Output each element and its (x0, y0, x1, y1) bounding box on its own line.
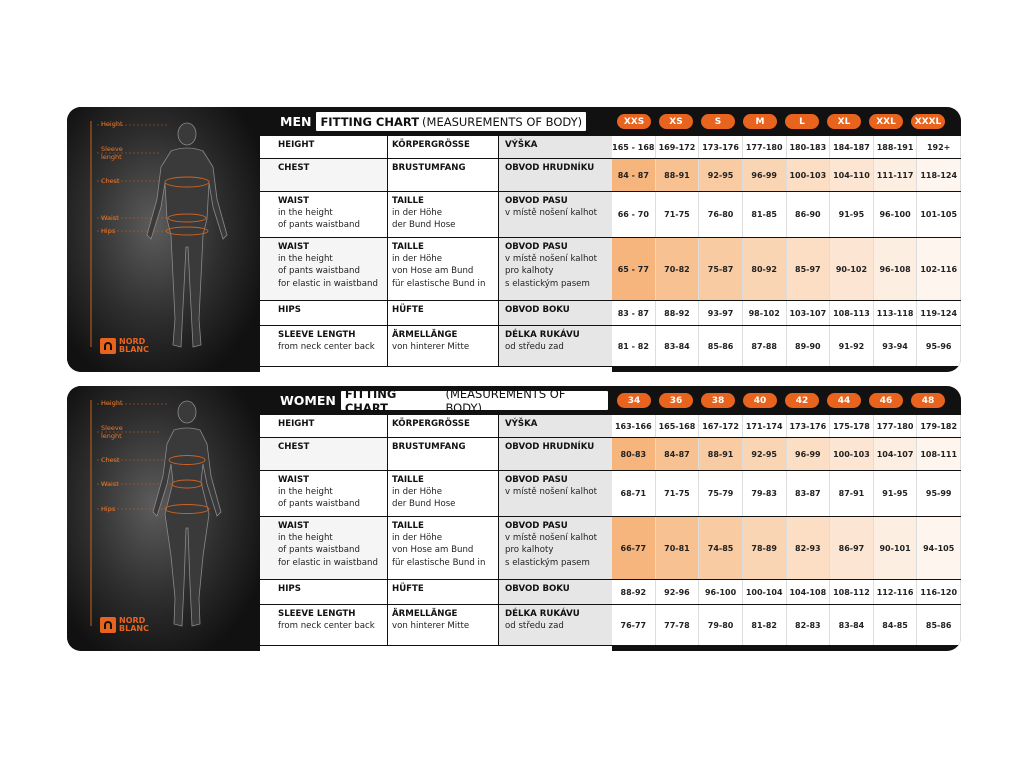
label-cz (499, 136, 612, 158)
label-row (260, 580, 612, 605)
size-pill: XXL (869, 114, 903, 129)
value-row (612, 136, 961, 159)
women-title-gender: WOMEN (280, 393, 336, 408)
label-cz-subtext: pro kalhoty (505, 545, 554, 556)
men-title-bar (260, 107, 612, 136)
label-en-heading: SLEEVE LENGTH (278, 330, 356, 340)
label-en-heading: WAIST (278, 521, 309, 531)
label-de-heading: HÜFTE (392, 584, 424, 594)
women-title-sub: (MEASUREMENTS OF BODY) (445, 386, 566, 415)
label-cz-subtext: od středu zad (505, 621, 564, 632)
label-cz-heading: OBVOD PASU (505, 475, 568, 485)
value-cell: 96-99 (743, 159, 787, 191)
label-en-heading: WAIST (278, 196, 309, 206)
size-pill: XXXL (911, 114, 945, 129)
label-de (388, 192, 499, 237)
men-sizes-table (612, 107, 961, 372)
label-hips: Hips (101, 227, 116, 235)
label-en-heading: SLEEVE LENGTH (278, 609, 356, 619)
value-cell: 96-100 (874, 192, 918, 237)
value-cell: 112-116 (874, 580, 918, 604)
label-en-subtext: of pants waistband (278, 220, 360, 231)
label-de-subtext: für elastische Bund in (392, 557, 486, 568)
label-cz-subtext: od středu zad (505, 342, 564, 353)
label-waist: Waist (101, 480, 119, 488)
label-row (260, 415, 612, 438)
label-cz (499, 471, 612, 516)
label-row (260, 471, 612, 517)
logo-line1: NORD (119, 337, 146, 346)
label-sleeve-length: lenght (101, 432, 122, 440)
label-de (388, 471, 499, 516)
value-cell: 82-93 (787, 517, 831, 579)
label-en-heading: HIPS (278, 584, 301, 594)
label-cz (499, 438, 612, 470)
value-cell: 86-97 (830, 517, 874, 579)
label-en (260, 159, 388, 191)
label-en-subtext: from neck center back (278, 342, 375, 353)
value-cell: 84 - 87 (612, 159, 656, 191)
label-cz-heading: OBVOD BOKU (505, 305, 570, 315)
men-body-figure (67, 107, 260, 372)
label-cz-heading: OBVOD HRUDNÍKU (505, 163, 595, 173)
label-de (388, 580, 499, 604)
label-sleeve: Sleeve (101, 424, 123, 432)
label-en (260, 136, 388, 158)
value-row (612, 438, 961, 471)
label-en (260, 415, 388, 437)
label-cz (499, 580, 612, 604)
size-pill: 34 (617, 393, 651, 408)
label-de-subtext: für elastische Bund in (392, 278, 486, 289)
label-en-subtext: for elastic in waistband (278, 278, 378, 289)
value-cell: 173-176 (787, 415, 831, 437)
label-de-subtext: von hinterer Mitte (392, 342, 470, 353)
label-en (260, 471, 388, 516)
value-cell: 90-101 (874, 517, 918, 579)
label-cz-subtext: v místě nošení kalhot (505, 487, 598, 498)
label-de (388, 605, 499, 645)
value-cell: 100-104 (743, 580, 787, 604)
label-cz-heading: DÉLKA RUKÁVU (505, 330, 580, 340)
size-pill: XS (659, 114, 693, 129)
women-title-main: FITTING CHART (344, 386, 397, 415)
logo-line2: BLANC (119, 345, 149, 354)
size-pill: 36 (659, 393, 693, 408)
value-cell: 79-80 (699, 605, 743, 645)
value-cell: 80-92 (743, 238, 787, 300)
value-cell: 92-95 (699, 159, 743, 191)
label-en-subtext: of pants waistband (278, 499, 360, 510)
label-row (260, 326, 612, 367)
women-title-bar (260, 386, 612, 415)
label-en-heading: HEIGHT (278, 140, 315, 150)
value-cell: 165 - 168 (612, 136, 656, 158)
value-cell: 78-89 (743, 517, 787, 579)
label-en-heading: WAIST (278, 242, 309, 252)
value-cell: 92-95 (743, 438, 787, 470)
value-cell: 88-91 (699, 438, 743, 470)
label-cz-subtext: v místě nošení kalhot (505, 254, 598, 265)
value-cell: 75-79 (699, 471, 743, 516)
label-de-heading: KÖRPERGRÖSSE (392, 140, 470, 150)
label-de-subtext: der Bund Hose (392, 499, 456, 510)
label-en (260, 301, 388, 325)
value-cell: 104-107 (874, 438, 918, 470)
value-cell: 83-87 (787, 471, 831, 516)
label-en-subtext: in the height (278, 533, 333, 544)
label-en (260, 605, 388, 645)
value-cell: 68-71 (612, 471, 656, 516)
label-row (260, 605, 612, 646)
label-de-subtext: in der Höhe (392, 533, 443, 544)
label-de (388, 438, 499, 470)
label-en-subtext: for elastic in waistband (278, 557, 378, 568)
label-row (260, 301, 612, 326)
value-cell: 104-110 (830, 159, 874, 191)
men-title-main: FITTING CHART (320, 114, 420, 129)
value-cell: 175-178 (830, 415, 874, 437)
label-de-subtext: von Hose am Bund (392, 266, 474, 277)
label-de-heading: ÄRMELLÄNGE (392, 330, 458, 340)
label-de (388, 136, 499, 158)
label-cz-subtext: s elastickým pasem (505, 557, 590, 568)
label-cz-subtext: v místě nošení kalhot (505, 208, 598, 219)
label-de-subtext: in der Höhe (392, 208, 443, 219)
label-en-subtext: from neck center back (278, 621, 375, 632)
label-cz-heading: OBVOD PASU (505, 521, 568, 531)
value-cell: 94-105 (917, 517, 961, 579)
label-cz (499, 415, 612, 437)
value-cell: 169-172 (656, 136, 700, 158)
value-cell: 83 - 87 (612, 301, 656, 325)
label-de-heading: TAILLE (392, 475, 424, 485)
label-de-heading: HÜFTE (392, 305, 424, 315)
label-height: Height (101, 399, 123, 407)
value-row (612, 192, 961, 238)
label-de (388, 301, 499, 325)
value-cell: 179-182 (917, 415, 961, 437)
value-cell: 103-107 (787, 301, 831, 325)
value-cell: 83-84 (656, 326, 700, 366)
label-cz (499, 192, 612, 237)
label-cz-heading: OBVOD HRUDNÍKU (505, 442, 595, 452)
value-cell: 66 - 70 (612, 192, 656, 237)
label-cz (499, 517, 612, 579)
label-de-heading: TAILLE (392, 521, 424, 531)
label-en (260, 238, 388, 300)
size-pill: S (701, 114, 735, 129)
label-cz-heading: OBVOD PASU (505, 242, 568, 252)
value-cell: 88-92 (656, 301, 700, 325)
label-row (260, 238, 612, 301)
value-cell: 85-97 (787, 238, 831, 300)
label-hips: Hips (101, 505, 116, 513)
value-cell: 113-118 (874, 301, 918, 325)
value-cell: 84-87 (656, 438, 700, 470)
size-pill: 42 (785, 393, 819, 408)
label-en (260, 517, 388, 579)
value-cell: 71-75 (656, 192, 700, 237)
label-height: Height (101, 120, 123, 128)
label-de-heading: KÖRPERGRÖSSE (392, 419, 470, 429)
label-cz-heading: DÉLKA RUKÁVU (505, 609, 580, 619)
label-row (260, 517, 612, 580)
value-row (612, 238, 961, 301)
value-cell: 96-108 (874, 238, 918, 300)
label-de-heading: TAILLE (392, 196, 424, 206)
value-cell: 75-87 (699, 238, 743, 300)
size-pill: M (743, 114, 777, 129)
value-cell: 167-172 (699, 415, 743, 437)
label-en-heading: WAIST (278, 475, 309, 485)
men-fitting-chart (67, 107, 961, 372)
label-en-subtext: in the height (278, 254, 333, 265)
logo-line2: BLANC (119, 624, 149, 633)
value-cell: 85-86 (917, 605, 961, 645)
value-cell: 92-96 (656, 580, 700, 604)
label-en-subtext: of pants waistband (278, 266, 360, 277)
label-en (260, 192, 388, 237)
value-cell: 70-81 (656, 517, 700, 579)
female-silhouette-icon (67, 386, 260, 651)
label-de (388, 238, 499, 300)
male-silhouette-icon (67, 107, 260, 372)
label-de (388, 326, 499, 366)
value-cell: 95-99 (917, 471, 961, 516)
label-en (260, 580, 388, 604)
label-en-subtext: in the height (278, 487, 333, 498)
value-cell: 88-91 (656, 159, 700, 191)
value-cell: 91-95 (874, 471, 918, 516)
value-row (612, 517, 961, 580)
value-cell: 192+ (917, 136, 961, 158)
label-row (260, 192, 612, 238)
value-cell: 163-166 (612, 415, 656, 437)
label-de-heading: BRUSTUMFANG (392, 442, 466, 452)
size-header-row (612, 386, 961, 415)
value-cell: 70-82 (656, 238, 700, 300)
label-cz (499, 238, 612, 300)
value-cell: 71-75 (656, 471, 700, 516)
label-en-heading: HIPS (278, 305, 301, 315)
value-cell: 108-113 (830, 301, 874, 325)
value-cell: 188-191 (874, 136, 918, 158)
value-row (612, 580, 961, 605)
value-row (612, 301, 961, 326)
value-row (612, 326, 961, 367)
value-cell: 100-103 (830, 438, 874, 470)
value-cell: 177-180 (874, 415, 918, 437)
value-cell: 100-103 (787, 159, 831, 191)
nordblanc-logo-icon (100, 617, 116, 633)
size-pill: 38 (701, 393, 735, 408)
value-cell: 84-85 (874, 605, 918, 645)
value-cell: 118-124 (917, 159, 961, 191)
value-cell: 119-124 (917, 301, 961, 325)
value-row (612, 415, 961, 438)
women-fitting-chart (67, 386, 961, 651)
label-de-subtext: in der Höhe (392, 254, 443, 265)
label-waist: Waist (101, 214, 119, 222)
men-title-sub: (MEASUREMENTS OF BODY) (422, 114, 583, 129)
label-de (388, 517, 499, 579)
value-cell: 86-90 (787, 192, 831, 237)
value-cell: 74-85 (699, 517, 743, 579)
label-de-heading: TAILLE (392, 242, 424, 252)
label-cz (499, 159, 612, 191)
size-pill: XL (827, 114, 861, 129)
size-pill: XXS (617, 114, 651, 129)
value-cell: 85-86 (699, 326, 743, 366)
men-title-gender: MEN (280, 114, 312, 129)
nordblanc-logo (100, 617, 149, 633)
label-row (260, 159, 612, 192)
value-row (612, 471, 961, 517)
value-cell: 76-77 (612, 605, 656, 645)
value-cell: 76-80 (699, 192, 743, 237)
nordblanc-logo-icon (100, 338, 116, 354)
label-sleeve-length: lenght (101, 153, 122, 161)
label-de (388, 415, 499, 437)
value-cell: 171-174 (743, 415, 787, 437)
logo-line1: NORD (119, 616, 146, 625)
label-cz (499, 605, 612, 645)
value-cell: 96-99 (787, 438, 831, 470)
label-chest: Chest (101, 177, 120, 185)
value-cell: 66-77 (612, 517, 656, 579)
value-cell: 98-102 (743, 301, 787, 325)
women-body-figure (67, 386, 260, 651)
label-cz (499, 326, 612, 366)
women-sizes-table (612, 386, 961, 651)
label-en-subtext: in the height (278, 208, 333, 219)
women-label-grid (260, 415, 612, 646)
nordblanc-logo (100, 338, 149, 354)
value-cell: 108-111 (917, 438, 961, 470)
value-cell: 90-102 (830, 238, 874, 300)
label-de-subtext: von hinterer Mitte (392, 621, 470, 632)
label-cz-subtext: s elastickým pasem (505, 278, 590, 289)
label-en-heading: HEIGHT (278, 419, 315, 429)
value-cell: 93-97 (699, 301, 743, 325)
label-cz-heading: VÝŠKA (505, 419, 538, 429)
value-cell: 91-92 (830, 326, 874, 366)
value-cell: 80-83 (612, 438, 656, 470)
label-en-heading: CHEST (278, 163, 310, 173)
value-cell: 88-92 (612, 580, 656, 604)
label-row (260, 136, 612, 159)
value-row (612, 159, 961, 192)
value-cell: 95-96 (917, 326, 961, 366)
value-cell: 87-91 (830, 471, 874, 516)
value-cell: 184-187 (830, 136, 874, 158)
men-label-grid (260, 136, 612, 367)
value-cell: 96-100 (699, 580, 743, 604)
value-cell: 173-176 (699, 136, 743, 158)
value-cell: 102-116 (917, 238, 961, 300)
label-de-subtext: der Bund Hose (392, 220, 456, 231)
label-de-heading: ÄRMELLÄNGE (392, 609, 458, 619)
value-cell: 79-83 (743, 471, 787, 516)
value-cell: 77-78 (656, 605, 700, 645)
label-de-heading: BRUSTUMFANG (392, 163, 466, 173)
value-cell: 116-120 (917, 580, 961, 604)
label-sleeve: Sleeve (101, 145, 123, 153)
size-pill: 48 (911, 393, 945, 408)
size-pill: 44 (827, 393, 861, 408)
value-cell: 108-112 (830, 580, 874, 604)
label-de-subtext: in der Höhe (392, 487, 443, 498)
value-cell: 111-117 (874, 159, 918, 191)
value-cell: 101-105 (917, 192, 961, 237)
label-cz-subtext: pro kalhoty (505, 266, 554, 277)
value-cell: 82-83 (787, 605, 831, 645)
value-cell: 91-95 (830, 192, 874, 237)
value-cell: 81-85 (743, 192, 787, 237)
size-pill: L (785, 114, 819, 129)
label-cz-heading: OBVOD BOKU (505, 584, 570, 594)
value-cell: 89-90 (787, 326, 831, 366)
value-row (612, 605, 961, 646)
label-en (260, 326, 388, 366)
value-cell: 87-88 (743, 326, 787, 366)
value-cell: 177-180 (743, 136, 787, 158)
value-cell: 83-84 (830, 605, 874, 645)
value-cell: 81-82 (743, 605, 787, 645)
label-de (388, 159, 499, 191)
label-cz-subtext: v místě nošení kalhot (505, 533, 598, 544)
label-cz-heading: OBVOD PASU (505, 196, 568, 206)
label-chest: Chest (101, 456, 120, 464)
label-en-heading: CHEST (278, 442, 310, 452)
value-cell: 180-183 (787, 136, 831, 158)
label-en (260, 438, 388, 470)
label-de-subtext: von Hose am Bund (392, 545, 474, 556)
size-pill: 40 (743, 393, 777, 408)
value-cell: 81 - 82 (612, 326, 656, 366)
label-cz-heading: VÝŠKA (505, 140, 538, 150)
value-cell: 165-168 (656, 415, 700, 437)
value-cell: 104-108 (787, 580, 831, 604)
size-pill: 46 (869, 393, 903, 408)
label-en-subtext: of pants waistband (278, 545, 360, 556)
label-row (260, 438, 612, 471)
size-header-row (612, 107, 961, 136)
value-cell: 65 - 77 (612, 238, 656, 300)
label-cz (499, 301, 612, 325)
value-cell: 93-94 (874, 326, 918, 366)
